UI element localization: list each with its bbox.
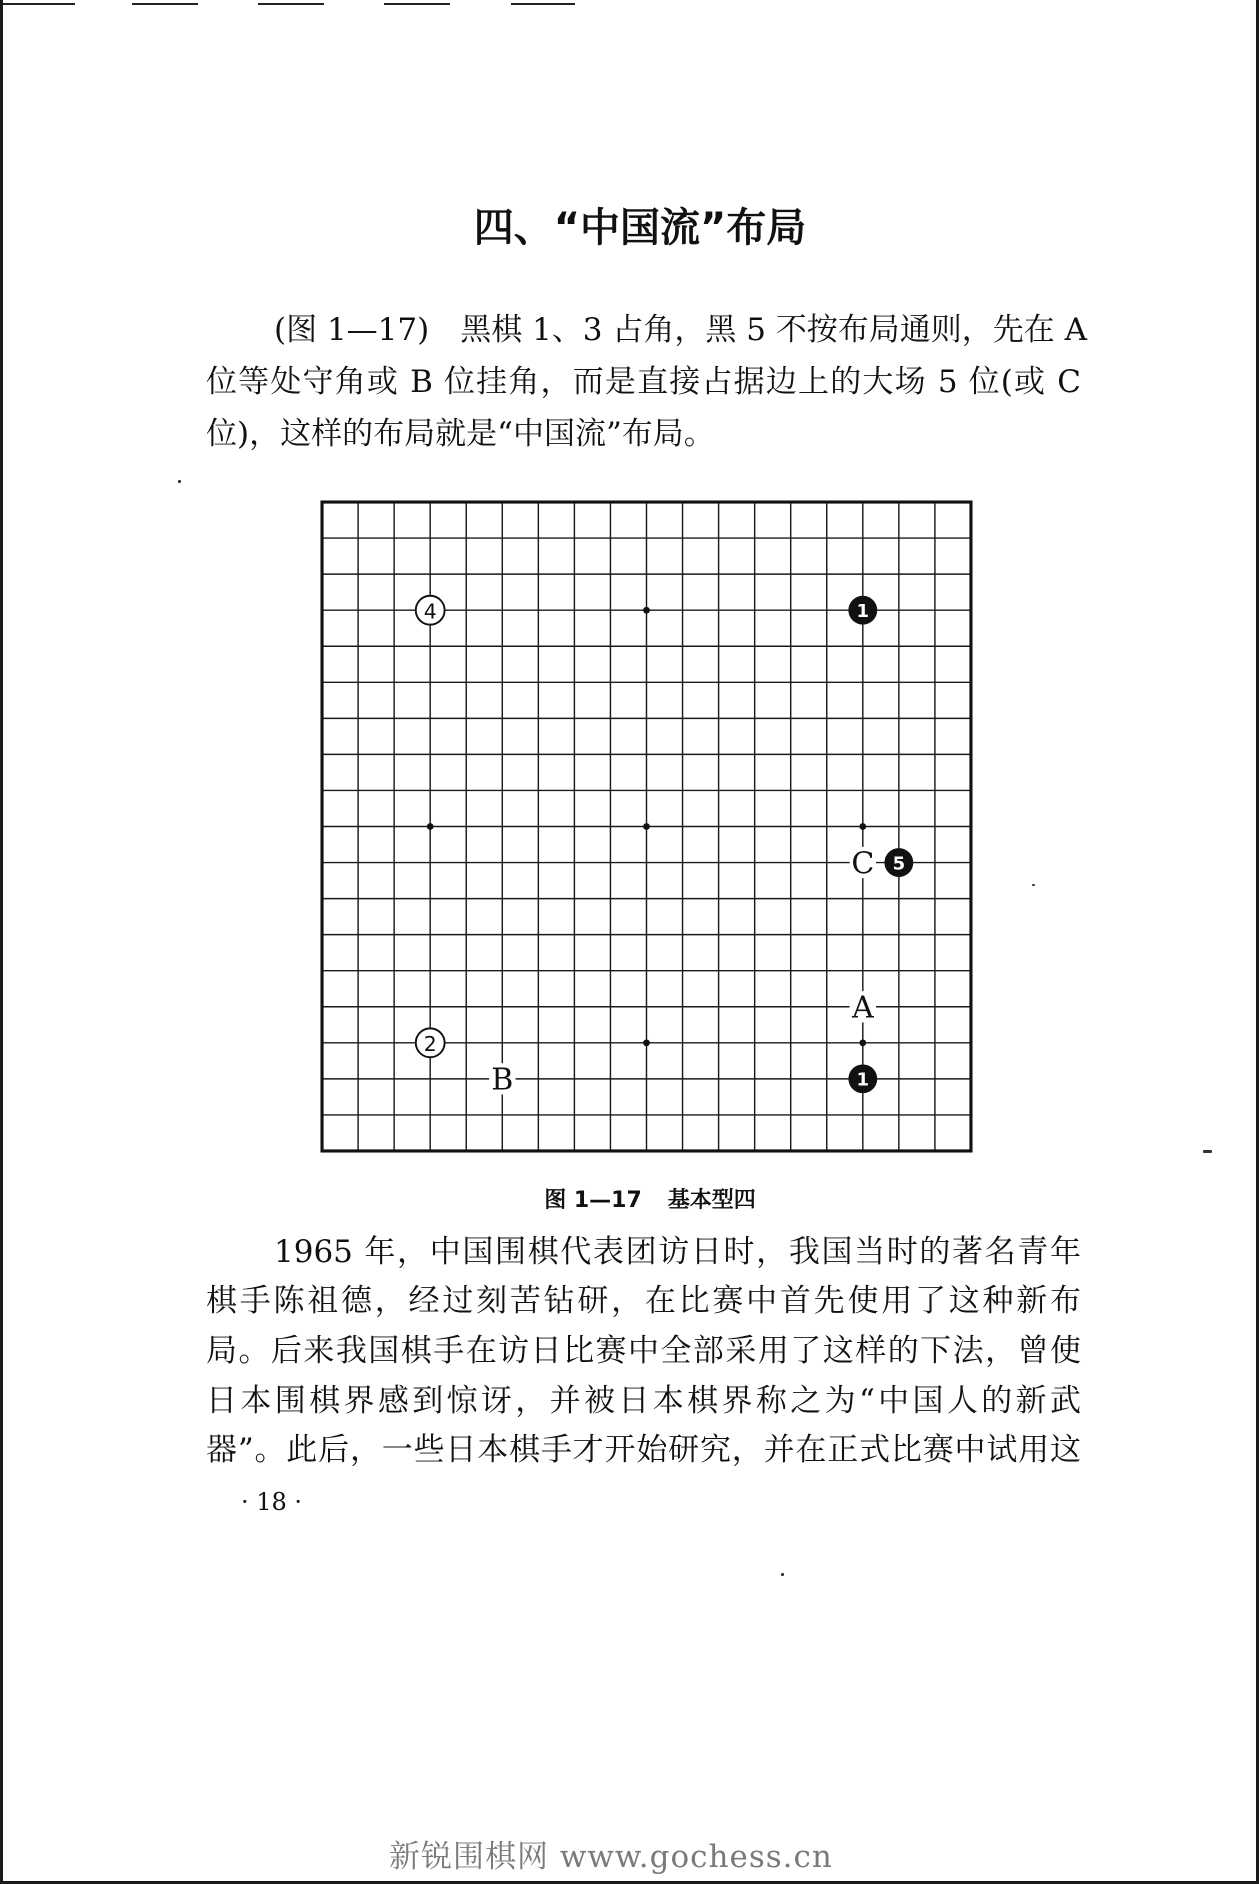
- scan-artifact-line: [3, 3, 75, 5]
- scan-speck: [1203, 1150, 1212, 1153]
- scan-artifact-line: [132, 3, 198, 5]
- paragraph-line: 日本围棋界感到惊讶，并被日本棋界称之为“中国人的新武: [206, 1383, 1081, 1419]
- star-point: [643, 607, 650, 614]
- page-number: · 18 ·: [241, 1488, 303, 1516]
- stone-move-number: 1: [856, 1069, 870, 1091]
- figure-title: 基本型四: [667, 1188, 756, 1213]
- star-point: [859, 1039, 866, 1046]
- point-marker-c: C: [851, 846, 875, 882]
- stone-move-number: 4: [423, 599, 437, 624]
- stone-move-number: 1: [856, 600, 870, 622]
- scan-artifact-line: [384, 3, 450, 5]
- scan-speck: [781, 1573, 784, 1576]
- figure-number: 图 1—17: [544, 1188, 642, 1213]
- stone-move-number: 2: [423, 1032, 437, 1057]
- stone-move-number: 5: [892, 853, 906, 875]
- paragraph-line: 1965 年，中国围棋代表团访日时，我国当时的著名青年: [274, 1234, 1081, 1270]
- star-point: [643, 1039, 650, 1046]
- scan-artifact-line: [511, 3, 575, 5]
- star-point: [859, 823, 866, 830]
- paragraph-line: 位等处守角或 B 位挂角，而是直接占据边上的大场 5 位(或 C: [206, 364, 1081, 400]
- figure-caption: [500, 1187, 800, 1215]
- paragraph-line: 棋手陈祖德，经过刻苦钻研，在比赛中首先使用了这种新布: [206, 1283, 1081, 1319]
- paragraph-line: 位)，这样的布局就是“中国流”布局。: [206, 416, 715, 452]
- section-title: 四、“中国流”布局: [473, 205, 807, 251]
- star-point: [643, 823, 650, 830]
- scan-artifact-line: [258, 3, 324, 5]
- scan-speck: [1032, 884, 1035, 886]
- point-marker-a: A: [851, 990, 874, 1026]
- paragraph-line: 局。后来我国棋手在访日比赛中全部采用了这样的下法，曾使: [206, 1333, 1081, 1369]
- paragraph-line: (图 1—17) 黑棋 1、3 占角，黑 5 不按布局通则，先在 A: [274, 312, 1088, 348]
- scan-speck: [178, 480, 181, 483]
- point-marker-b: B: [491, 1062, 514, 1098]
- board-stones: [416, 596, 914, 1094]
- star-point: [427, 823, 434, 830]
- paragraph-line: 器”。此后，一些日本棋手才开始研究，并在正式比赛中试用这: [206, 1432, 1081, 1468]
- go-board-diagram: [298, 478, 995, 1175]
- site-watermark: 新锐围棋网 www.gochess.cn: [389, 1839, 833, 1875]
